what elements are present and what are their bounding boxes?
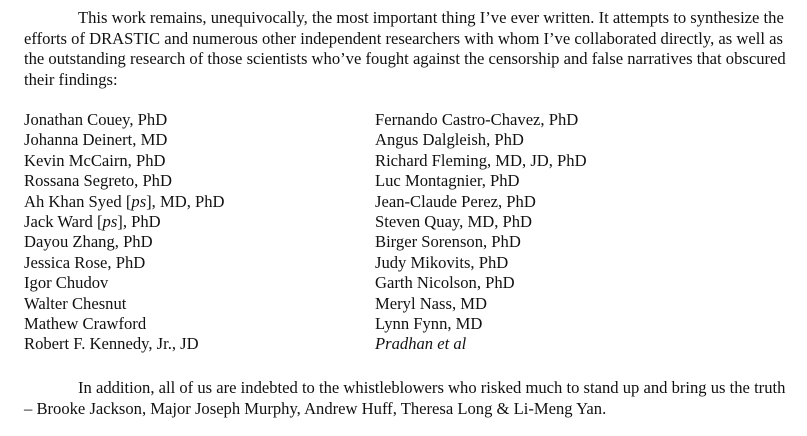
researcher-name-text: Ah Khan Syed [ bbox=[24, 191, 132, 211]
researcher-name bbox=[375, 253, 775, 273]
researcher-name bbox=[24, 192, 375, 212]
researcher-list-left-column bbox=[24, 110, 375, 355]
researcher-name-text: Angus Dalgleish, PhD bbox=[375, 130, 524, 150]
researcher-name-text: Fernando Castro-Chavez, PhD bbox=[375, 110, 579, 129]
researcher-name bbox=[375, 273, 775, 293]
researcher-name bbox=[24, 253, 375, 273]
researcher-name bbox=[24, 130, 375, 150]
researcher-name bbox=[375, 171, 775, 191]
researcher-name-text: Meryl Nass, MD bbox=[375, 293, 487, 313]
researcher-name-text: Rossana Segreto, PhD bbox=[24, 171, 172, 191]
researcher-name-italic: ps bbox=[102, 212, 118, 232]
researcher-name bbox=[375, 314, 775, 334]
researcher-name-text: Jack Ward [ bbox=[24, 212, 103, 232]
researcher-name bbox=[24, 294, 375, 314]
researcher-name-text: Dayou Zhang, PhD bbox=[24, 232, 153, 252]
researcher-name bbox=[375, 232, 775, 252]
researcher-name-text: Birger Sorenson, PhD bbox=[375, 232, 521, 252]
researcher-name bbox=[24, 212, 375, 232]
researcher-name-text: ], PhD bbox=[117, 212, 161, 232]
researcher-list bbox=[24, 110, 794, 355]
researcher-name-text: Judy Mikovits, PhD bbox=[375, 252, 509, 272]
researcher-name-text: Lynn Fynn, MD bbox=[375, 314, 483, 334]
researcher-name bbox=[24, 110, 375, 130]
researcher-name-text: Igor Chudov bbox=[24, 273, 109, 293]
researcher-name-italic: ps bbox=[131, 191, 147, 211]
researcher-name bbox=[375, 192, 775, 212]
researcher-name bbox=[375, 130, 775, 150]
researcher-name-text: Johanna Deinert, MD bbox=[24, 130, 168, 150]
closing-paragraph: In addition, all of us are indebted to the whistleblowers who risked much to stand up and bring us the truth – Brooke Jackson, Major Joseph Murphy, Andrew Huff, Theresa Long & Li-Meng Yan. bbox=[24, 378, 786, 418]
researcher-list-right-column bbox=[375, 110, 775, 355]
researcher-name-text: Robert F. Kennedy, Jr., JD bbox=[24, 334, 199, 354]
researcher-name bbox=[24, 314, 375, 334]
researcher-name-text: Walter Chesnut bbox=[24, 293, 127, 313]
researcher-name-text: Steven Quay, MD, PhD bbox=[375, 212, 533, 232]
researcher-name-text: Mathew Crawford bbox=[24, 314, 147, 334]
researcher-name bbox=[375, 334, 775, 354]
researcher-name bbox=[24, 171, 375, 191]
researcher-name-text: Kevin McCairn, PhD bbox=[24, 150, 166, 170]
intro-paragraph: This work remains, unequivocally, the most important thing I’ve ever written. It attempts to synthesize the efforts of DRASTIC and numerous other independent researchers with whom I’ve collaborated directly, as well as the outstanding research of those scientists who’ve fought against the censorship and false narratives that obscured their findings: bbox=[24, 8, 786, 89]
researcher-name-text: Garth Nicolson, PhD bbox=[375, 273, 515, 293]
researcher-name bbox=[24, 151, 375, 171]
researcher-name-text: Jean-Claude Perez, PhD bbox=[375, 191, 536, 211]
researcher-name bbox=[375, 151, 775, 171]
researcher-name bbox=[375, 294, 775, 314]
researcher-name-text: Luc Montagnier, PhD bbox=[375, 171, 520, 191]
researcher-name bbox=[24, 273, 375, 293]
researcher-name bbox=[375, 110, 775, 130]
researcher-name bbox=[24, 334, 375, 354]
researcher-name bbox=[24, 232, 375, 252]
researcher-name-text: Richard Fleming, MD, JD, PhD bbox=[375, 150, 587, 170]
researcher-name-text: Jessica Rose, PhD bbox=[24, 252, 146, 272]
researcher-name-italic: Pradhan et al bbox=[375, 334, 467, 354]
researcher-name bbox=[375, 212, 775, 232]
researcher-name-text: Jonathan Couey, PhD bbox=[24, 110, 168, 129]
researcher-name-text: ], MD, PhD bbox=[146, 191, 225, 211]
